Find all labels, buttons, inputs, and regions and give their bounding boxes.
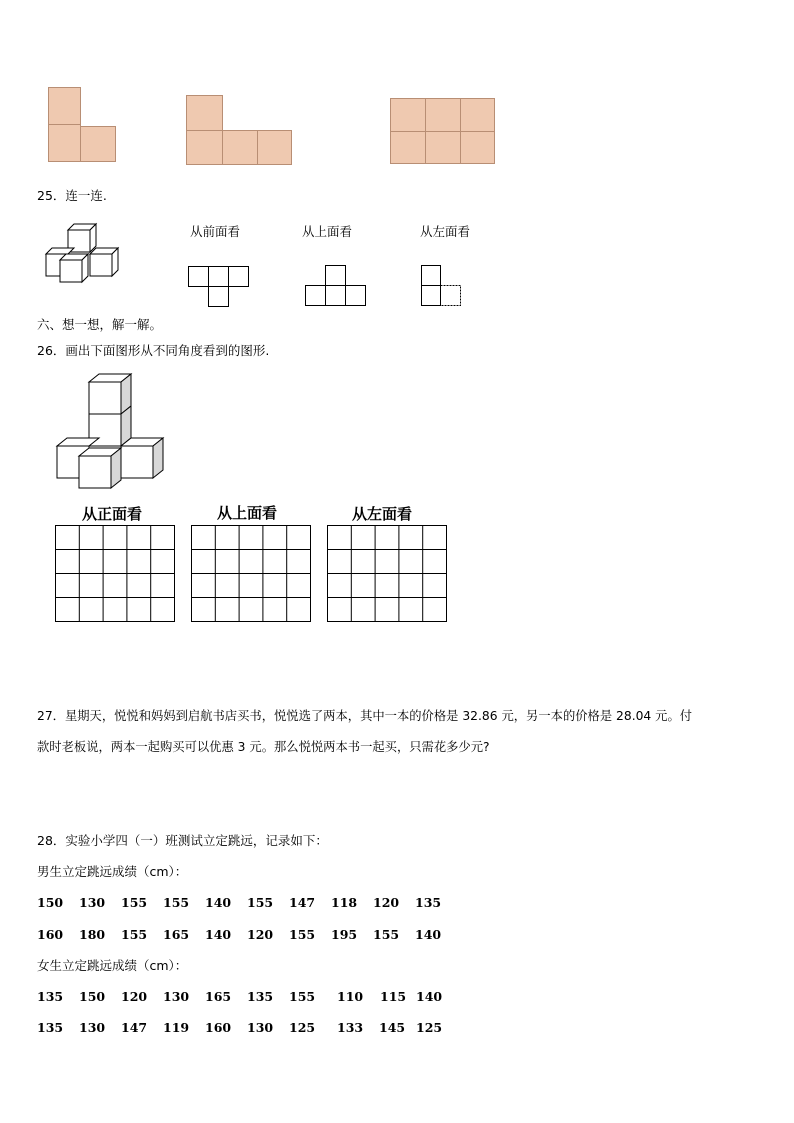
score-cell: 195: [331, 927, 358, 942]
score-cell: 155: [121, 895, 148, 910]
view-shape-inverted-t: [305, 265, 369, 307]
score-cell: 125: [416, 1020, 443, 1035]
score-cell: 120: [373, 895, 400, 910]
score-cell: 135: [37, 1020, 64, 1035]
q25-title: 25．连一连.: [37, 188, 107, 203]
score-cell: 140: [415, 927, 442, 942]
score-cell: 120: [247, 927, 274, 942]
score-cell: 155: [247, 895, 274, 910]
score-cell: 135: [247, 989, 274, 1004]
score-cell: 160: [205, 1020, 232, 1035]
tile-figure-2: [186, 95, 294, 167]
view-label-left: 从左面看: [420, 224, 471, 239]
score-cell: 150: [79, 989, 106, 1004]
score-cell: 147: [289, 895, 316, 910]
q26-cube-tower: [55, 372, 167, 492]
score-cell: 110: [337, 989, 364, 1004]
score-cell: 118: [331, 895, 358, 910]
score-cell: 155: [373, 927, 400, 942]
tile-figure-3: [390, 98, 496, 166]
score-cell: 155: [163, 895, 190, 910]
score-cell: 130: [247, 1020, 274, 1035]
score-cell: 115: [380, 989, 407, 1004]
score-cell: 135: [415, 895, 442, 910]
score-cell: 125: [289, 1020, 316, 1035]
score-cell: 160: [37, 927, 64, 942]
score-cell: 140: [205, 895, 232, 910]
score-cell: 135: [37, 989, 64, 1004]
tile-figure-1: [48, 87, 118, 163]
view-label-top: 从上面看: [302, 224, 353, 239]
section6-title: 六、想一想，解一解。: [37, 317, 163, 332]
view-label-front: 从前面看: [190, 224, 241, 239]
view-shape-t: [188, 266, 252, 308]
score-cell: 165: [163, 927, 190, 942]
score-cell: 140: [205, 927, 232, 942]
score-cell: 120: [121, 989, 148, 1004]
grid-label-left: 从左面看: [352, 505, 413, 523]
score-cell: 140: [416, 989, 443, 1004]
score-cell: 130: [79, 895, 106, 910]
score-cell: 133: [337, 1020, 364, 1035]
grid-label-top: 从上面看: [217, 504, 278, 522]
score-cell: 155: [289, 927, 316, 942]
q27-line2: 款时老板说，两本一起购买可以优惠 3 元。那么悦悦两本书一起买，只需花多少元?: [37, 740, 490, 754]
q25-cube-figure: [44, 222, 124, 286]
boys-label: 男生立定跳远成绩（cm）：: [37, 864, 188, 879]
score-cell: 145: [379, 1020, 406, 1035]
q26-title: 26．画出下面图形从不同角度看到的图形.: [37, 343, 270, 358]
grid-label-front: 从正面看: [82, 505, 143, 523]
score-cell: 147: [121, 1020, 148, 1035]
drawing-grid-top[interactable]: [191, 525, 313, 623]
q27-line1: 27．星期天，悦悦和妈妈到启航书店买书，悦悦选了两本，其中一本的价格是 32.86 元，另一本的价格是 28.04 元。付: [37, 709, 693, 723]
view-shape-l: [421, 265, 465, 309]
score-cell: 119: [163, 1020, 190, 1035]
score-cell: 130: [79, 1020, 106, 1035]
score-cell: 180: [79, 927, 106, 942]
score-cell: 165: [205, 989, 232, 1004]
score-cell: 130: [163, 989, 190, 1004]
drawing-grid-left[interactable]: [327, 525, 449, 623]
score-cell: 155: [289, 989, 316, 1004]
girls-label: 女生立定跳远成绩（cm）：: [37, 958, 188, 973]
score-cell: 150: [37, 895, 64, 910]
drawing-grid-front[interactable]: [55, 525, 177, 623]
score-cell: 155: [121, 927, 148, 942]
q28-title: 28．实验小学四（一）班测试立定跳远，记录如下：: [37, 833, 328, 848]
